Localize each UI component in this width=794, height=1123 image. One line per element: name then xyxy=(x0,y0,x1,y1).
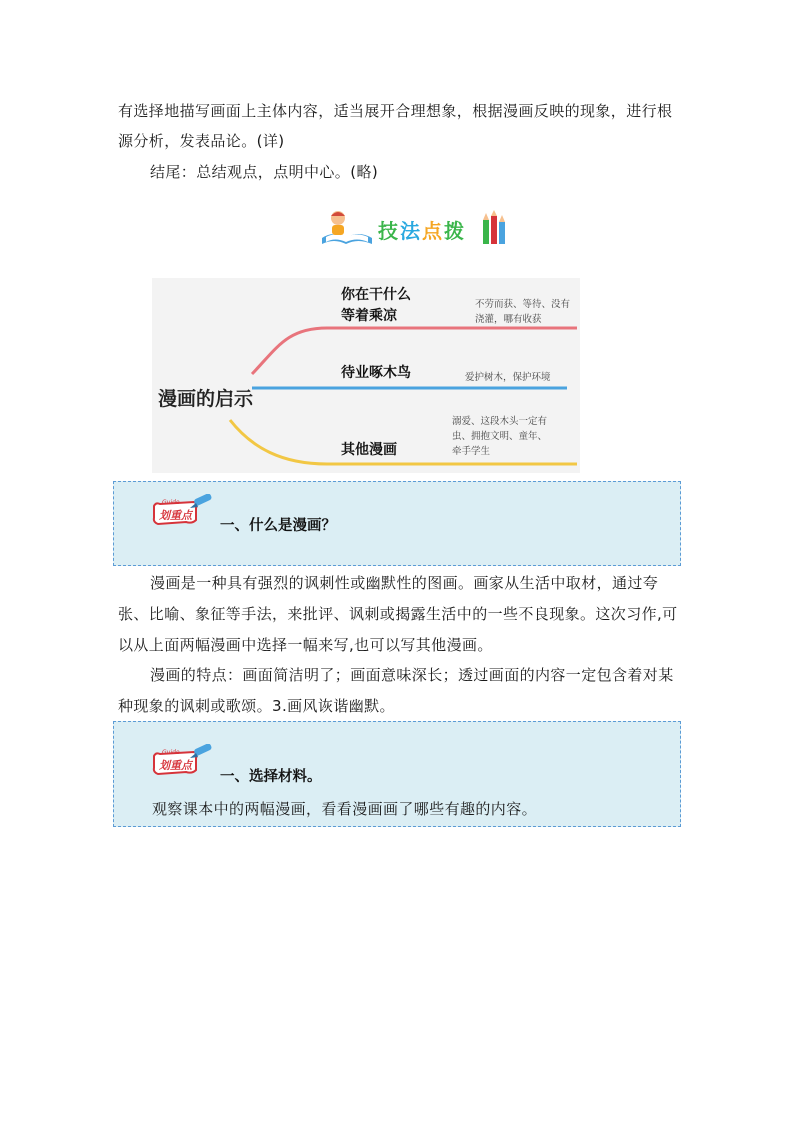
branch-label-line: 等着乘凉 xyxy=(341,308,397,324)
tag-label: 划重点 xyxy=(159,509,192,522)
branch-label-line: 你在干什么 xyxy=(341,287,411,303)
key-point-box xyxy=(113,481,681,566)
banner-char: 拨 xyxy=(444,219,466,243)
section-banner xyxy=(318,208,508,248)
reading-child-icon xyxy=(318,208,376,248)
key-point-tag xyxy=(150,494,214,528)
mind-map xyxy=(152,278,580,473)
box-text: 观察课本中的两幅漫画，看看漫画画了哪些有趣的内容。 xyxy=(152,800,538,818)
mind-map-center: 漫画的启示 xyxy=(158,388,254,410)
paragraph-features: 漫画的特点：画面简洁明了；画面意味深长；透过画面的内容一定包含着对某种现象的讽刺或歌颂。3.画风诙谐幽默。 xyxy=(118,666,674,715)
banner-title xyxy=(378,215,466,244)
pencils-icon xyxy=(480,210,510,246)
paragraph-ending: 结尾：总结观点，点明中心。(略) xyxy=(150,163,379,181)
banner-char: 点 xyxy=(422,219,444,243)
branch-label xyxy=(341,285,411,327)
branch-note: 爱护树木，保护环境 xyxy=(465,372,551,383)
tag-sub-label: Guide xyxy=(162,749,180,756)
branch-label: 待业啄木鸟 xyxy=(341,365,411,381)
box-heading: 一、什么是漫画？ xyxy=(220,518,336,534)
box-heading: 一、选择材料。 xyxy=(220,769,322,785)
key-point-box xyxy=(113,721,681,827)
banner-char: 技 xyxy=(378,219,400,243)
branch-note: 不劳而获、等待、没有浇灌，哪有收获 xyxy=(475,299,571,325)
branch-label: 其他漫画 xyxy=(341,442,397,458)
paragraph-body-description: 有选择地描写画面上主体内容，适当展开合理想象，根据漫画反映的现象，进行根源分析，发表品论。(详) xyxy=(118,102,673,150)
tag-sub-label: Guide xyxy=(162,499,180,506)
banner-char: 法 xyxy=(400,219,422,243)
key-point-tag xyxy=(150,744,214,778)
paragraph-definition: 漫画是一种具有强烈的讽刺性或幽默性的图画。画家从生活中取材，通过夸张、比喻、象征等手法，来批评、讽刺或揭露生活中的一些不良现象。这次习作,可以从上面两幅漫画中选择一幅来写,也可以写其他漫画。 xyxy=(118,574,678,654)
tag-label: 划重点 xyxy=(159,759,192,772)
branch-note: 溺爱、这段木头一定有虫、拥抱文明、童年、牵手学生 xyxy=(452,416,548,457)
